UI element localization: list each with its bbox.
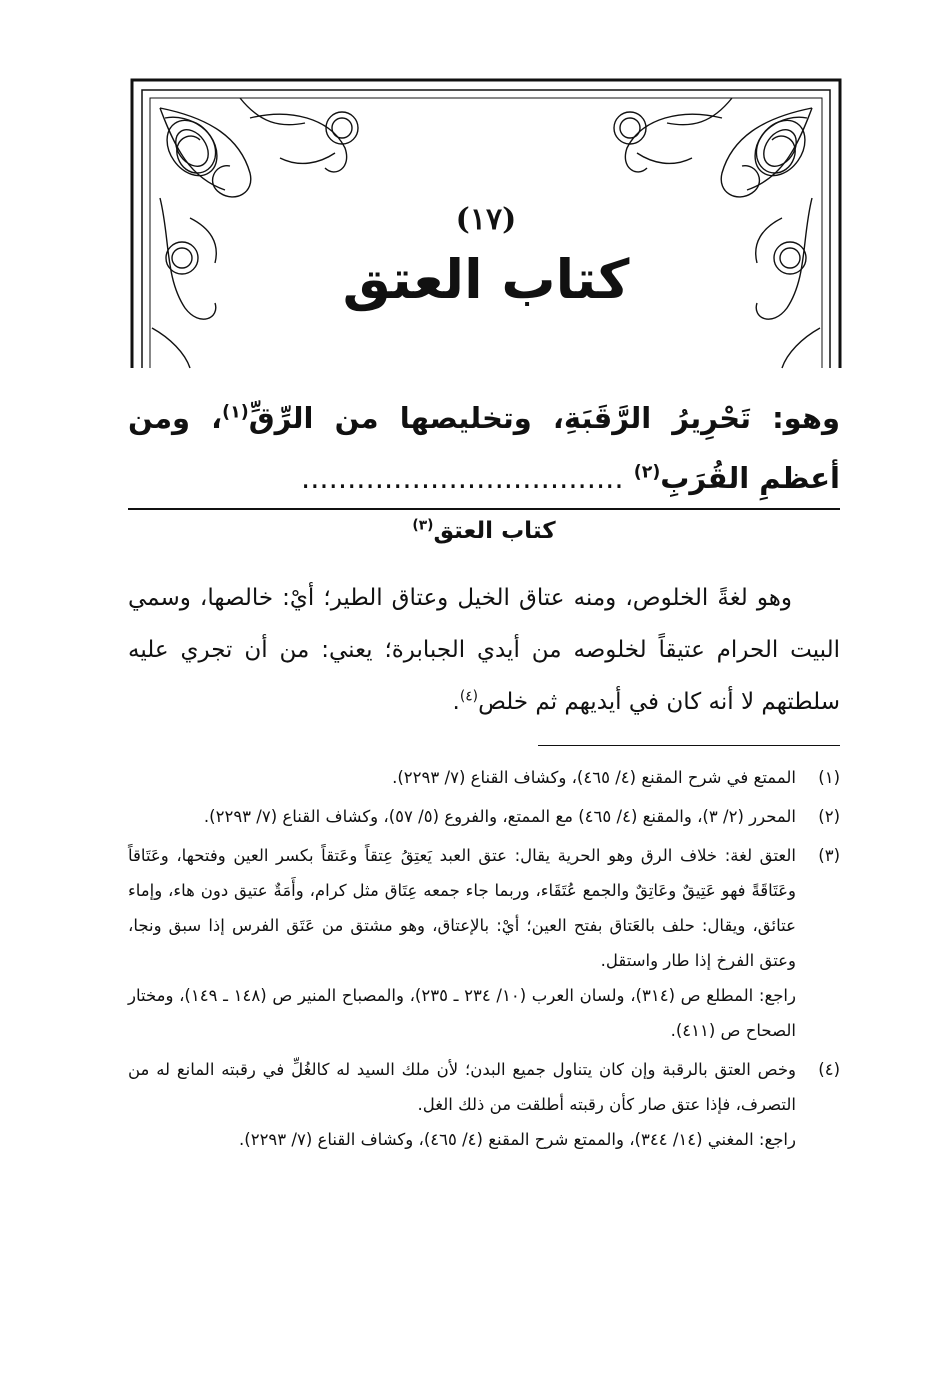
chapter-title: كتاب العتق <box>342 248 630 311</box>
footnote <box>128 799 840 834</box>
sharh-body-end: . <box>452 689 460 715</box>
sharh-title-footnote-ref: (٣) <box>412 517 434 534</box>
footnote-number: (٢) <box>818 807 840 826</box>
matn-text-part-2: ، ومن أعظمِ القُرَبِ <box>128 401 840 495</box>
footnote-paragraph: وخص العتق بالرقبة وإن كان يتناول جميع البدن؛ لأن ملك السيد له كالغُلِّ في رقبته المانع له من التصرف، فإذا عتق صار كأن رقبته أطلقت من ذلك الغل. <box>128 1060 796 1114</box>
matn-footnote-ref-2: (٢) <box>633 462 661 483</box>
matn-footnote-ref-1: (١) <box>222 402 249 423</box>
footnote-number: (٤) <box>818 1060 840 1079</box>
matn-text <box>128 388 840 508</box>
footnote-number: (١) <box>818 768 840 787</box>
footnote <box>128 838 840 1048</box>
sharh-body <box>128 572 840 728</box>
matn-divider <box>128 508 840 510</box>
sharh-body-footnote-ref: (٤) <box>459 688 479 705</box>
chapter-number: (١٧) <box>455 202 517 237</box>
footnote-paragraph: المحرر (٢/ ٣)، والمقنع (٤/ ٤٦٥) مع الممتع، والفروع (٥/ ٥٧)، وكشاف القناع (٧/ ٢٢٩٣). <box>203 807 796 826</box>
footnote-body <box>128 760 796 795</box>
footnote-body <box>128 838 796 1048</box>
sharh-title-text: كتاب العتق <box>433 518 556 544</box>
footnote-paragraph: راجع: المطلع ص (٣١٤)، ولسان العرب (١٠/ ٢٣٤ ـ ٢٣٥)، والمصباح المنير ص (١٤٨ ـ ١٤٩)، ومختار الصحاح ص (٤١١). <box>128 986 796 1040</box>
sharh-title <box>128 518 840 544</box>
matn-text-part-1: وهو: تَحْرِيرُ الرَّقَبَةِ، وتخليصها من الرِّقِّ <box>248 401 840 435</box>
footnote <box>128 760 840 795</box>
footnote-number: (٣) <box>818 846 840 865</box>
footnote-body <box>128 1052 796 1157</box>
footnote-paragraph: راجع: المغني (١٤/ ٣٤٤)، والممتع شرح المقنع (٤/ ٤٦٥)، وكشاف القناع (٧/ ٢٢٩٣). <box>239 1130 796 1149</box>
footnote <box>128 1052 840 1157</box>
footnote-body <box>128 799 796 834</box>
sharh-body-text: وهو لغةً الخلوص، ومنه عتاق الخيل وعتاق الطير؛ أيْ: خالصها، وسمي البيت الحرام عتيقاً لخلوصه من أيدي الجبابرة؛ يعني: من أن تجري عليه سلطتهم لا أنه كان في أيديهم ثم خلص <box>128 585 840 715</box>
footnote-paragraph: الممتع في شرح المقنع (٤/ ٤٦٥)، وكشاف القناع (٧/ ٢٢٩٣). <box>392 768 796 787</box>
footnotes <box>128 760 840 1161</box>
matn-dots: ................................... <box>300 461 624 495</box>
footnotes-divider <box>538 745 840 746</box>
footnote-paragraph: العتق لغة: خلاف الرق وهو الحرية يقال: عتق العبد يَعتِقُ عِتقاً وعَتقاً بكسر العين وفتحها، وعَتَاقاً وعَتَاقَةً فهو عَتِيقٌ وعَاتِقٌ والجمع عُتَقَاء، وربما جاء جمعه عِتَاق مثل كرام، وأَمَةٌ عتيق دون هاء، وإماء عتائق، ويقال: حلف بالعَتاق بفتح العين؛ أيْ: بالإعتاق، وهو مشتق من عَتَق الفرس إذا سبق ونجا، وعتق الفرخ إذا طار واستقل. <box>128 846 796 970</box>
